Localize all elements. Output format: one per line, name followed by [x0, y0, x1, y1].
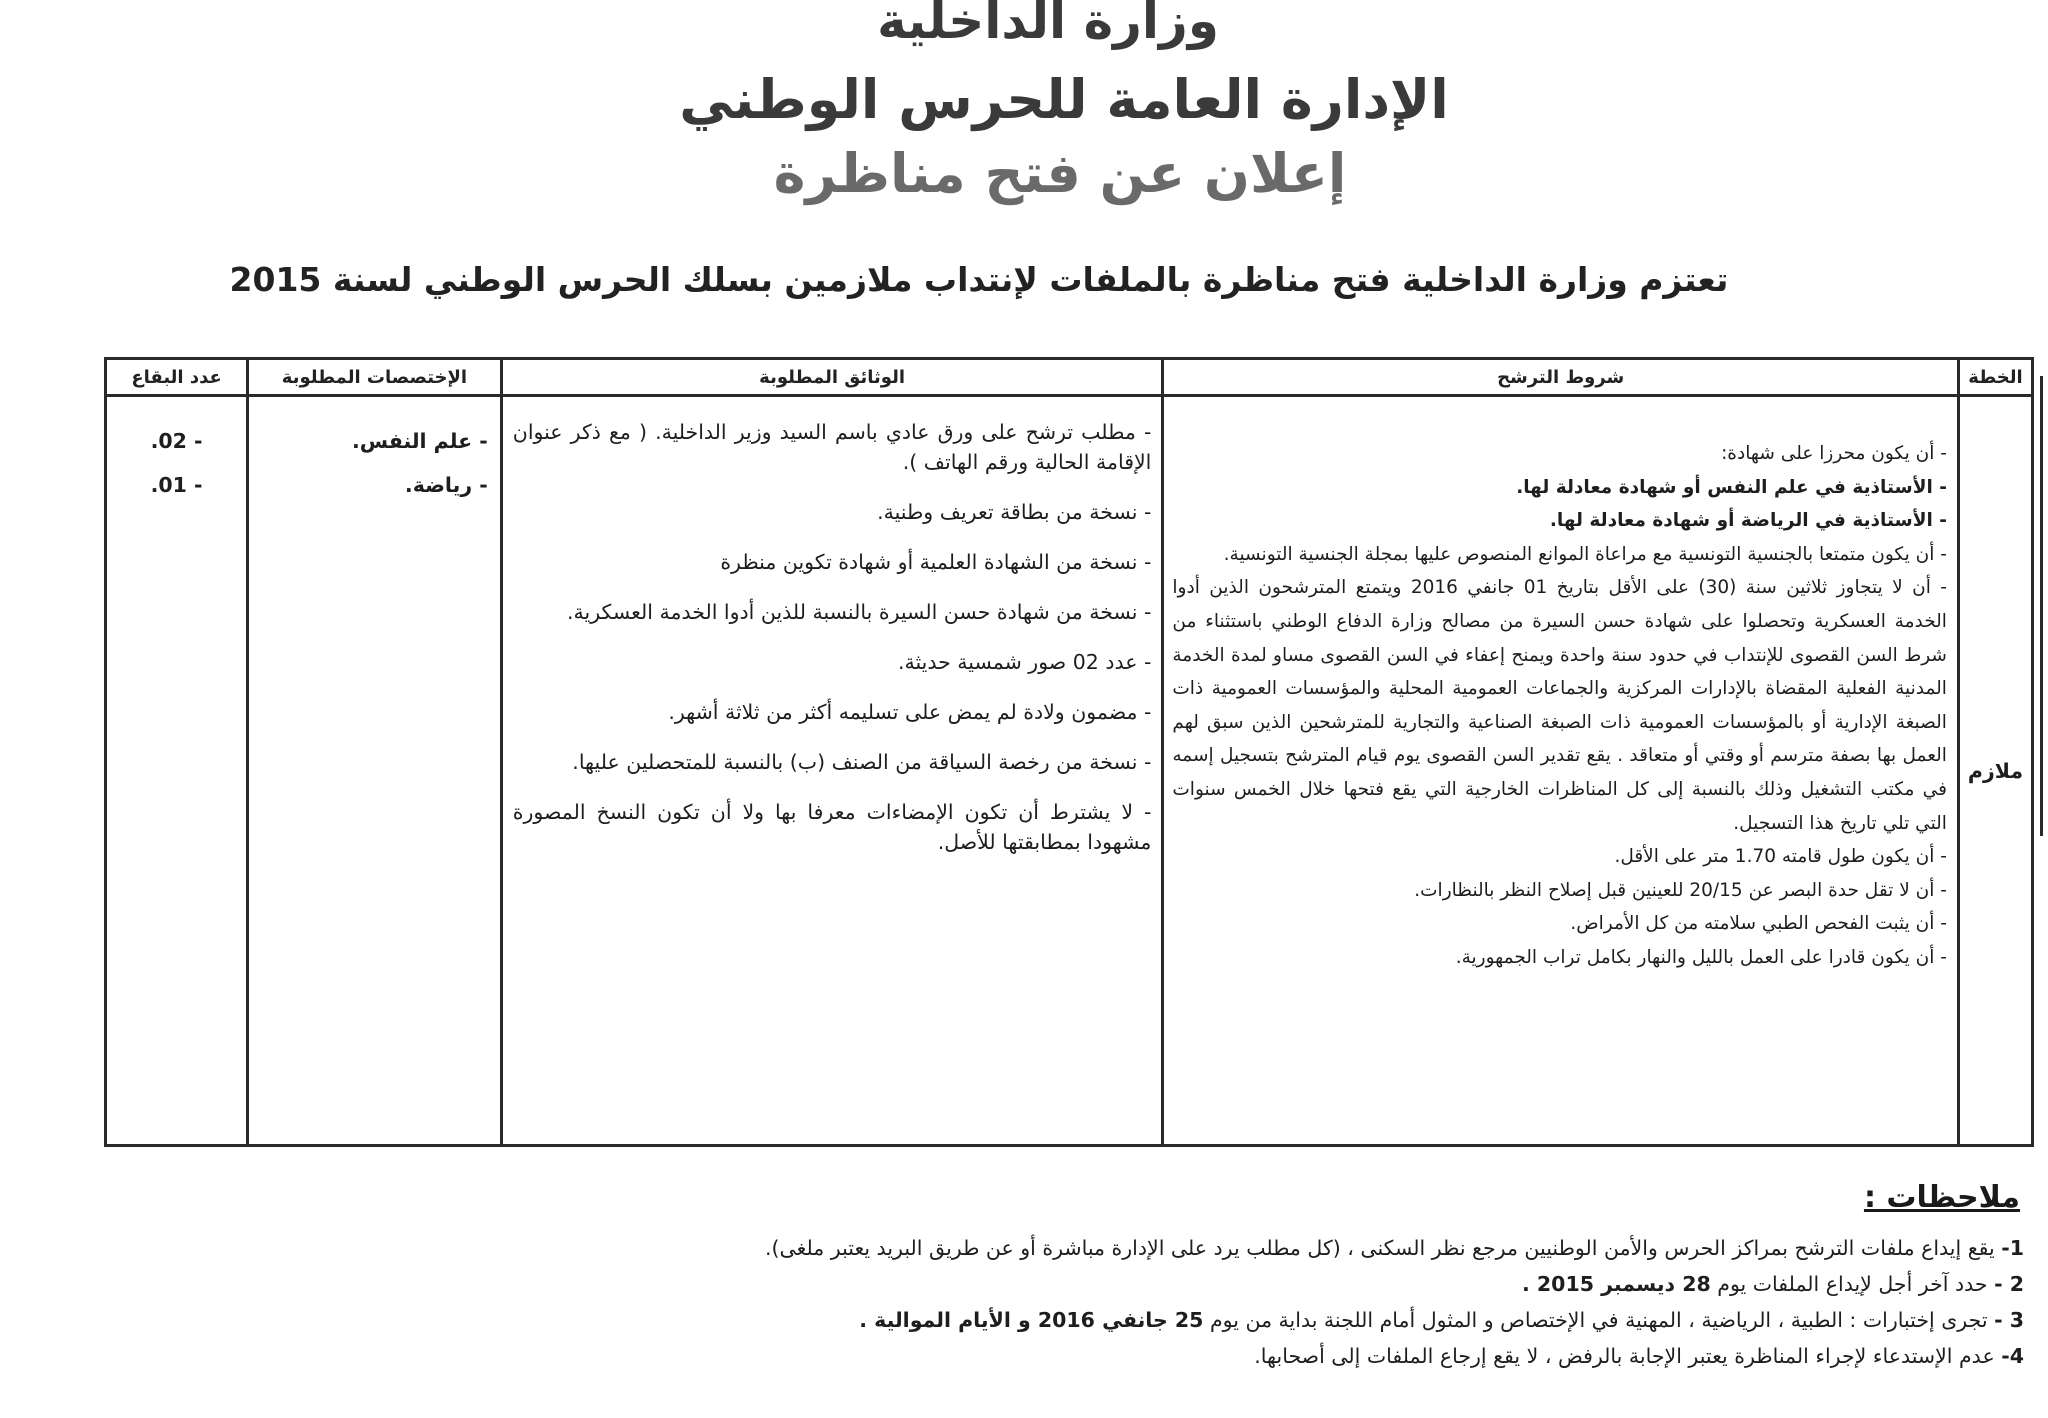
- document-item: - نسخة من الشهادة العلمية أو شهادة تكوين منظرة: [720, 550, 1152, 574]
- note-number: 2 -: [1994, 1272, 2024, 1296]
- condition-item: - الأستاذية في الرياضة أو شهادة معادلة لها.: [1549, 510, 1947, 532]
- note-number: 3 -: [1994, 1308, 2024, 1332]
- header-conditions: شروط الترشح: [1163, 359, 1959, 396]
- count-item: .01 -: [150, 473, 203, 497]
- directorate-title: الإدارة العامة للحرس الوطني: [679, 68, 1449, 131]
- intro-statement: تعتزم وزارة الداخلية فتح مناظرة بالملفات لإنتداب ملازمين بسلك الحرس الوطني لسنة 2015: [229, 260, 1729, 299]
- document-item: - مطلب ترشح على ورق عادي باسم السيد وزير الداخلية. ( مع ذكر عنوان الإقامة الحالية ورقم الهاتف ).: [512, 420, 1152, 474]
- note-emphasis: 25 جانفي 2016 و الأيام الموالية .: [859, 1308, 1204, 1332]
- table-row: [106, 396, 2033, 1146]
- announcement-title: إعلان عن فتح مناظرة: [773, 142, 1347, 205]
- condition-item: - أن يكون طول قامته 1.70 متر على الأقل.: [1614, 846, 1947, 868]
- document-item: - مضمون ولادة لم يمض على تسليمه أكثر من ثلاثة أشهر.: [668, 700, 1152, 724]
- document-item: - نسخة من رخصة السياقة من الصنف (ب) بالنسبة للمتحصلين عليها.: [572, 750, 1152, 774]
- specialty-item: - علم النفس.: [351, 429, 488, 453]
- documents-cell: [501, 396, 1163, 1146]
- document-item: - عدد 02 صور شمسية حديثة.: [897, 650, 1152, 674]
- note-item: [464, 1230, 2024, 1266]
- notes-list: [464, 1230, 2024, 1374]
- note-emphasis: 28 ديسمبر 2015 .: [1521, 1272, 1711, 1296]
- note-text: يقع إيداع ملفات الترشح بمراكز الحرس والأمن الوطنيين مرجع نظر السكنى ، (كل مطلب يرد على الإدارة مباشرة أو عن طريق البريد يعتبر ملغى).: [764, 1236, 1995, 1260]
- header-specialties: الإختصصات المطلوبة: [248, 359, 502, 396]
- specialty-item: - رياضة.: [404, 473, 488, 497]
- header-rank: الخطة: [1958, 359, 2032, 396]
- condition-item: - أن يكون محرزا على شهادة:: [1721, 443, 1947, 464]
- condition-item: - الأستاذية في علم النفس أو شهادة معادلة لها.: [1516, 476, 1947, 498]
- rank-cell: ملازم: [1958, 396, 2032, 1146]
- note-text: تجرى إختبارات : الطبية ، الرياضية ، المهنية في الإختصاص و المثول أمام اللجنة بداية من يوم: [1203, 1308, 1988, 1332]
- header-count: عدد البقاع: [106, 359, 248, 396]
- ministry-title: وزارة الداخلية: [877, 0, 1219, 50]
- table-header-row: [106, 359, 2033, 396]
- condition-item: - أن لا يتجاوز ثلاثين سنة (30) على الأقل بتاريخ 01 جانفي 2016 ويتمتع المترشحون الذين أدوا الخدمة العسكرية وتحصلوا على شهادة حسن السيرة من مصالح وزارة الدفاع الوطني باستثناء من شرط السن القصوى للإنتداب في حدود سنة واحدة ويمنح إعفاء في السن القصوى مساو لمدة الخدمة المدنية الفعلية المقضاة بالإدارات المركزية والجماعات العمومية المحلية والمؤسسات العمومية ذات الصبغة الإدارية أو بالمؤسسات العمومية ذات الصبغة الصناعية والتجارية للمترشحين الذين سبق لهم العمل بها بصفة مترسم أو وقتي أو متعاقد . يقع تقدير السن القصوى يوم قيام المترشح بتسجيل إسمه في مكتب التشغيل وذلك بالنسبة إلى كل المناظرات الخارجية التي يقع فتحها خلال الخمس سنوات التي تلي تاريخ هذا التسجيل.: [1172, 577, 1947, 834]
- specialties-cell: [248, 396, 502, 1146]
- condition-item: - أن يكون متمتعا بالجنسية التونسية مع مراعاة الموانع المنصوص عليها بمجلة الجنسية التونسية.: [1223, 543, 1947, 565]
- note-item: [464, 1338, 2024, 1374]
- margin-rule: [2040, 376, 2043, 836]
- condition-item: - أن يكون قادرا على العمل بالليل والنهار بكامل تراب الجمهورية.: [1455, 946, 1947, 968]
- conditions-cell: [1163, 396, 1959, 1146]
- document-item: - نسخة من شهادة حسن السيرة بالنسبة للذين أدوا الخدمة العسكرية.: [567, 600, 1152, 624]
- competition-table: [104, 357, 2034, 1147]
- document-item: - نسخة من بطاقة تعريف وطنية.: [877, 500, 1152, 524]
- header-documents: الوثائق المطلوبة: [501, 359, 1163, 396]
- note-number: 1-: [2001, 1236, 2024, 1260]
- note-text: حدد آخر أجل لإيداع الملفات يوم: [1710, 1272, 1988, 1296]
- notes-title: ملاحظات :: [1863, 1180, 2020, 1215]
- note-number: 4-: [2001, 1344, 2024, 1368]
- note-item: [464, 1266, 2024, 1302]
- document-item: - لا يشترط أن تكون الإمضاءات معرفا بها ولا أن تكون النسخ المصورة مشهودا بمطابقتها للأصل.: [512, 800, 1152, 854]
- note-item: [464, 1302, 2024, 1338]
- count-item: .02 -: [150, 429, 203, 453]
- condition-item: - أن لا تقل حدة البصر عن 20/15 للعينين قبل إصلاح النظر بالنظارات.: [1414, 879, 1947, 901]
- note-text: عدم الإستدعاء لإجراء المناظرة يعتبر الإجابة بالرفض ، لا يقع إرجاع الملفات إلى أصحابها.: [1254, 1344, 1995, 1368]
- count-cell: [106, 396, 248, 1146]
- condition-item: - أن يثبت الفحص الطبي سلامته من كل الأمراض.: [1570, 913, 1947, 935]
